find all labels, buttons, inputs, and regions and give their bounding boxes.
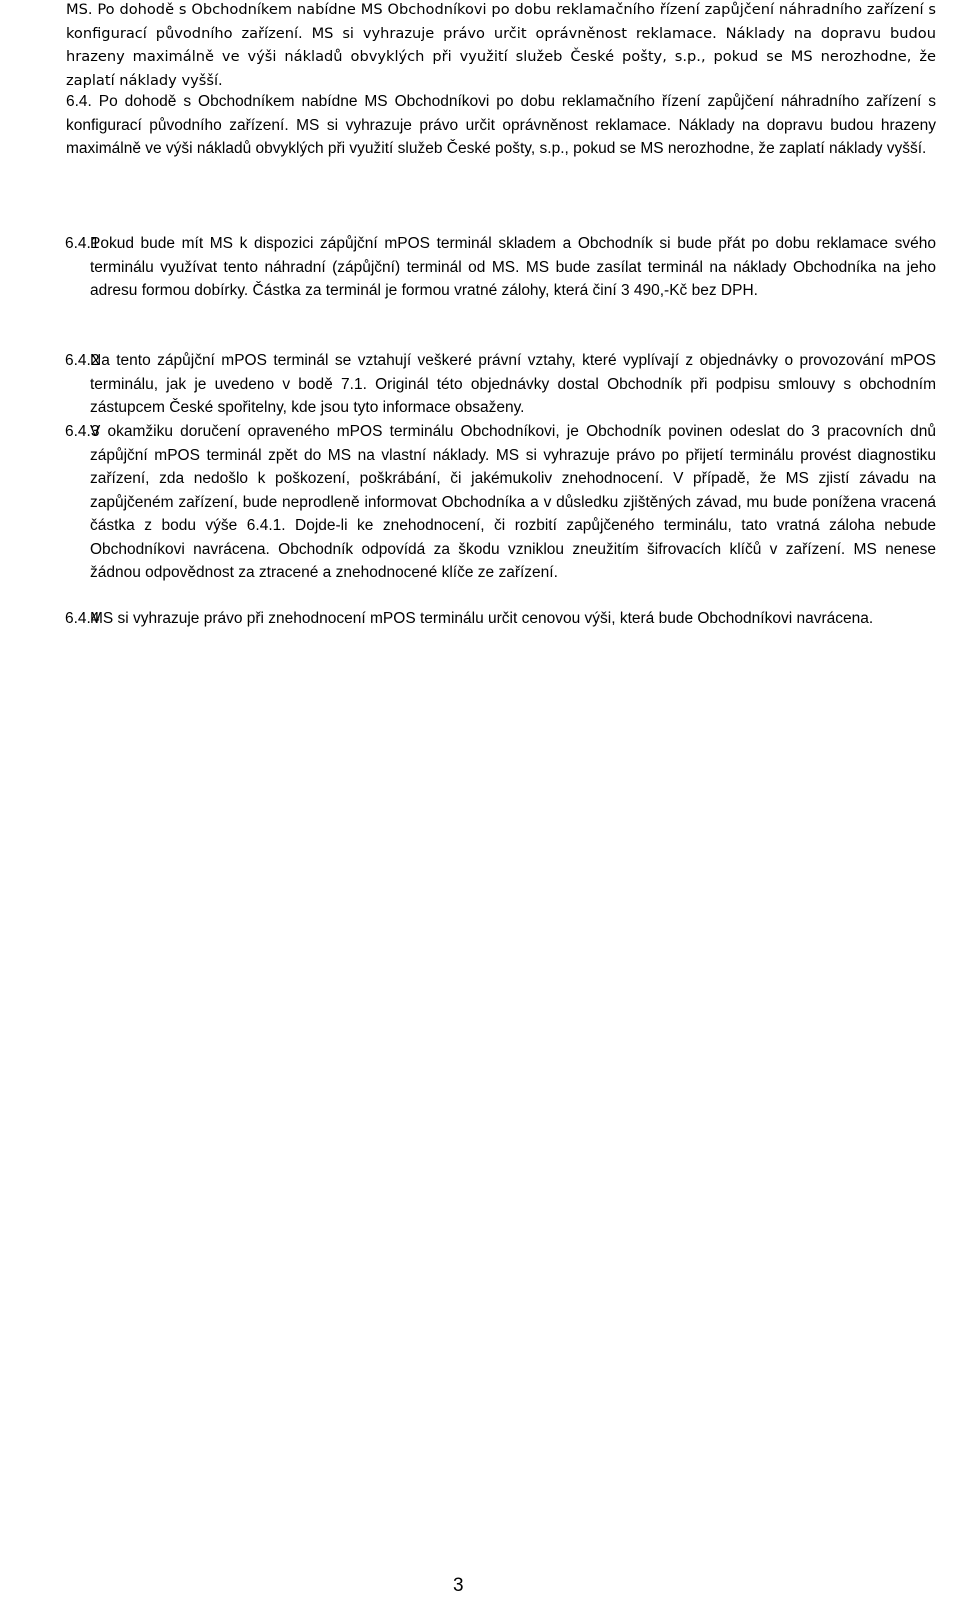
page-number: 3 xyxy=(453,1575,464,1596)
section-6-4-4-number: 6.4.4 xyxy=(65,610,100,627)
section-6-4-1-text: Pokud bude mít MS k dispozici zápůjční mPOS terminál skladem a Obchodník si bude přát po dobu reklamace svého terminálu využívat tento náhradní (zápůjční) terminál od MS. MS bude zasílat terminál na náklady Obchodníka na jeho adresu formou dobírky. Částka za terminál je formou vratné zálohy, která činí 3 490,-Kč bez DPH. xyxy=(90,235,936,299)
section-6-4-3-text: V okamžiku doručení opraveného mPOS terminálu Obchodníkovi, je Obchodník povinen odeslat do 3 pracovních dnů zápůjční mPOS terminál zpět do MS na vlastní náklady. MS si vyhrazuje právo po přijetí terminálu provést diagnostiku zařízení, zda nedošlo k poškození, poškrábání, či jakémukoliv znehodnocení. V případě, že MS zjistí závadu na zapůjčeném zařízení, bude neprodleně informovat Obchodníka a v důsledku zjištěných závad, mu bude ponížena vracená částka z bodu výše 6.4.1. Dojde-li ke znehodnocení, či rozbití zapůjčeného terminálu, tato vratná záloha nebude Obchodníkovi navrácena. Obchodník odpovídá za škodu vzniklou zneužitím šifrovacích klíčů v zařízení. MS nenese žádnou odpovědnost za ztracené a znehodnocené klíče ze zařízení. xyxy=(90,423,936,581)
section-6-4-4-text: MS si vyhrazuje právo při znehodnocení mPOS terminálu určit cenovou výši, která bude Obchodníkovi navrácena. xyxy=(90,610,874,627)
section-6-4-3 xyxy=(65,420,936,585)
section-6-4-number: 6.4. xyxy=(66,93,92,110)
section-6-4-2-text: Na tento zápůjční mPOS terminál se vztahují veškeré právní vztahy, které vyplívají z objednávky o provozování mPOS terminálu, jak je uvedeno v bodě 7.1. Originál této objednávky dostal Obchodník při podpisu smlouvy s obchodním zástupcem České spořitelny, kde jsou tyto informace obsaženy. xyxy=(90,352,936,416)
section-6-4-1-number: 6.4.1 xyxy=(65,235,100,252)
section-6-4-3-number: 6.4.3 xyxy=(65,423,100,440)
section-6-4-4 xyxy=(65,607,936,631)
section-6-4 xyxy=(66,90,936,161)
paragraph-fragment-text: MS. Po dohodě s Obchodníkem nabídne MS Obchodníkovi po dobu reklamačního řízení zapůjčení náhradního zařízení s konfigurací původního zařízení. MS si vyhrazuje právo určit oprávněnost reklamace. Náklady na dopravu budou hrazeny maximálně ve výši nákladů obvyklých při využití služeb České pošty, s.p., pokud se MS nerozhodne, že zaplatí náklady vyšší. xyxy=(66,1,936,89)
section-6-4-2 xyxy=(65,349,936,420)
section-6-4-2-number: 6.4.2 xyxy=(65,352,100,369)
section-6-4-text: Po dohodě s Obchodníkem nabídne MS Obchodníkovi po dobu reklamačního řízení zapůjčení náhradního zařízení s konfigurací původního zařízení. MS si vyhrazuje právo určit oprávněnost reklamace. Náklady na dopravu budou hrazeny maximálně ve výši nákladů obvyklých při využití služeb České pošty, s.p., pokud se MS nerozhodne, že zaplatí náklady vyšší. xyxy=(66,93,936,157)
section-6-4-1 xyxy=(65,232,936,303)
paragraph-fragment xyxy=(66,0,936,92)
